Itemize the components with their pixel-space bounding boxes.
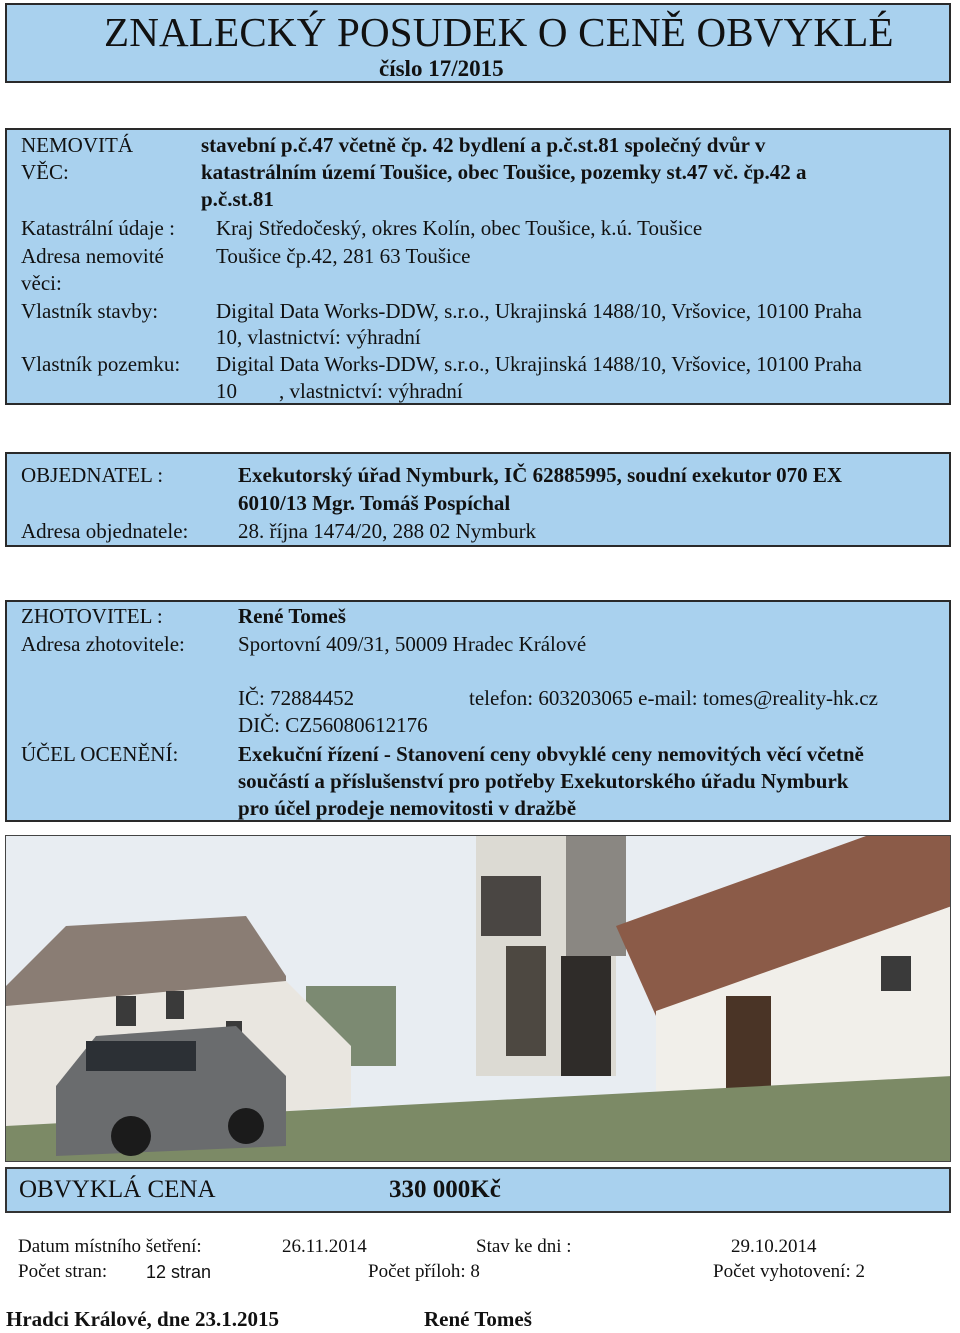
state-date: 29.10.2014 [731, 1236, 817, 1257]
owner-land-label: Vlastník pozemku: [21, 352, 181, 376]
page-title: ZNALECKÝ POSUDEK O CENĚ OBVYKLÉ [104, 9, 894, 55]
address-label-2: věci: [21, 271, 62, 295]
cadastral-label: Katastrální údaje : [21, 216, 175, 240]
owner-building-value-2: 10, vlastnictví: výhradní [216, 325, 421, 349]
inspection-date: 26.11.2014 [282, 1236, 367, 1257]
client-label: OBJEDNATEL : [21, 463, 164, 487]
contractor-box [5, 600, 951, 822]
property-label: NEMOVITÁ [21, 133, 133, 157]
property-description-1: stavební p.č.47 včetně čp. 42 bydlení a p.č.st.81 společný dvůr v [201, 133, 766, 157]
state-date-label: Stav ke dni : [476, 1236, 572, 1257]
price-value: 330 000Kč [389, 1176, 501, 1203]
client-address-label: Adresa objednatele: [21, 519, 189, 543]
title-box [5, 3, 951, 83]
address-value: Toušice čp.42, 281 63 Toušice [216, 244, 471, 268]
page-count: 12 stran [146, 1262, 212, 1282]
owner-building-value-1: Digital Data Works-DDW, s.r.o., Ukrajinská 1488/10, Vršovice, 10100 Praha [216, 299, 862, 323]
client-value-1: Exekutorský úřad Nymburk, IČ 62885995, soudní exekutor 070 EX [238, 463, 843, 487]
property-description-2: katastrálním území Toušice, obec Toušice, pozemky st.47 vč. čp.42 a [201, 160, 807, 184]
client-box [5, 452, 951, 547]
purpose-value-1: Exekuční řízení - Stanovení ceny obvyklé ceny nemovitých věcí včetně [238, 742, 864, 766]
contractor-address-label: Adresa zhotovitele: [21, 632, 185, 656]
contractor-address-value: Sportovní 409/31, 50009 Hradec Králové [238, 632, 587, 656]
property-label-2: VĚC: [21, 160, 69, 184]
client-address-value: 28. října 1474/20, 288 02 Nymburk [238, 519, 537, 543]
contractor-phone-email: telefon: 603203065 e-mail: tomes@reality-hk.cz [469, 686, 878, 710]
copies-count: Počet vyhotovení: 2 [713, 1261, 865, 1282]
contractor-label: ZHOTOVITEL : [21, 604, 163, 628]
price-box [5, 1167, 951, 1213]
document-number: číslo 17/2015 [379, 56, 504, 81]
attachment-count: Počet příloh: 8 [368, 1261, 480, 1282]
property-description-3: p.č.st.81 [201, 187, 274, 211]
property-box [5, 128, 951, 405]
contractor-dic: DIČ: CZ56080612176 [238, 713, 428, 737]
contractor-ic: IČ: 72884452 [238, 686, 355, 710]
purpose-value-3: pro účel prodeje nemovitosti v dražbě [238, 796, 577, 820]
page-count-label: Počet stran: [18, 1261, 108, 1282]
cadastral-value: Kraj Středočeský, okres Kolín, obec Toušice, k.ú. Toušice [216, 216, 703, 240]
address-label: Adresa nemovité [21, 244, 164, 268]
price-label: OBVYKLÁ CENA [19, 1176, 216, 1203]
inspection-date-label: Datum místního šetření: [18, 1236, 202, 1257]
owner-land-value-2: 10 , vlastnictví: výhradní [216, 379, 463, 403]
purpose-label: ÚČEL OCENĚNÍ: [21, 742, 179, 766]
contractor-name: René Tomeš [238, 604, 346, 628]
owner-building-label: Vlastník stavby: [21, 299, 159, 323]
owner-land-value-1: Digital Data Works-DDW, s.r.o., Ukrajinská 1488/10, Vršovice, 10100 Praha [216, 352, 862, 376]
signature-name: René Tomeš [424, 1307, 532, 1331]
client-value-2: 6010/13 Mgr. Tomáš Pospíchal [238, 491, 511, 515]
place-date: Hradci Králové, dne 23.1.2015 [6, 1307, 279, 1331]
property-photo [5, 835, 951, 1162]
purpose-value-2: součástí a příslušenství pro potřeby Exekutorského úřadu Nymburk [238, 769, 849, 793]
